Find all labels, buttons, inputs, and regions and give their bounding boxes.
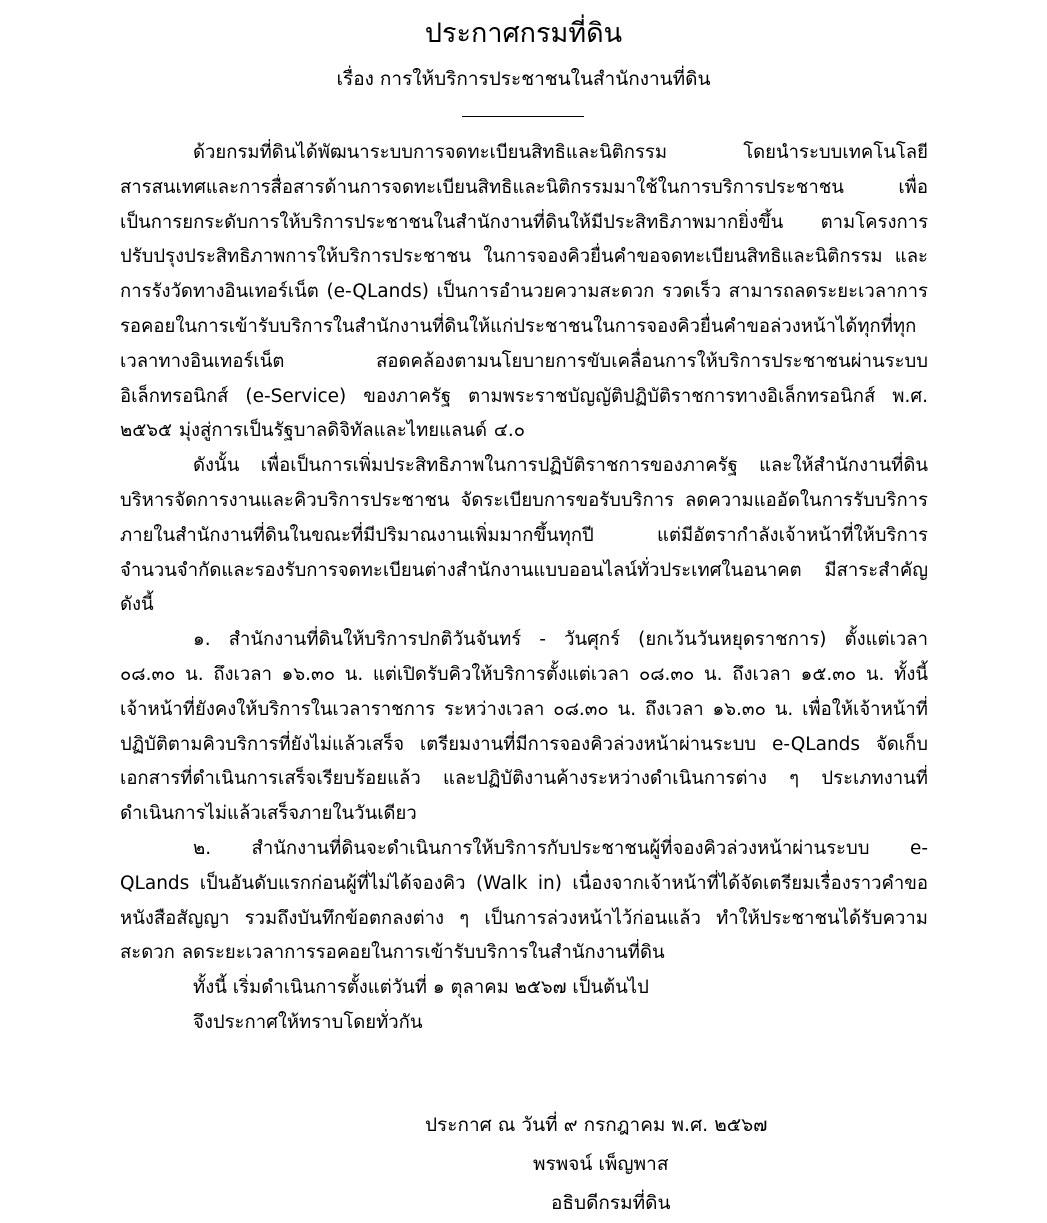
document-title: ประกาศกรมที่ดิน	[424, 18, 623, 49]
title-divider	[462, 116, 584, 117]
document-subject: เรื่อง การให้บริการประชาชนในสำนักงานที่ดิน	[336, 68, 711, 90]
paragraph-item-1: ๑. สำนักงานที่ดินให้บริการปกติวันจันทร์ - วันศุกร์ (ยกเว้นวันหยุดราชการ) ตั้งแต่เวลา ๐๘.๓๐ น. ถึงเวลา ๑๖.๓๐ น. แต่เปิดรับคิวให้บริการตั้งแต่เวลา ๐๘.๓๐ น. ถึงเวลา ๑๕.๓๐ น. ทั้งนี้ เจ้าหน้าที่ยังคงให้บริการในเวลาราชการ ระหว่างเวลา ๐๘.๓๐ น. ถึงเวลา ๑๖.๓๐ น. เพื่อให้เจ้าหน้าที่ปฏิบัติตามคิวบริการที่ยังไม่แล้วเสร็จ เตรียมงานที่มีการจองคิวล่วงหน้าผ่านระบบ e-QLands จัดเก็บเอกสารที่ดำเนินการเสร็จเรียบร้อยแล้ว และปฏิบัติงานค้างระหว่างดำเนินการต่าง ๆ ประเภทงานที่ดำเนินการไม่แล้วเสร็จภายในวันเดียว	[120, 629, 928, 825]
paragraph-purpose: ดังนั้น เพื่อเป็นการเพิ่มประสิทธิภาพในการปฏิบัติราชการของภาครัฐ และให้สำนักงานที่ดินบริหารจัดการงานและคิวบริการประชาชน จัดระเบียบการขอรับบริการ ลดความแออัดในการรับบริการภายในสำนักงานที่ดินในขณะที่มีปริมาณงานเพิ่มมากขึ้นทุกปี แต่มีอัตรากำลังเจ้าหน้าที่ให้บริการจำนวนจำกัดและรองรับการจดทะเบียนต่างสำนักงานแบบออนไลน์ทั่วประเทศในอนาคต มีสาระสำคัญ ดังนี้	[120, 455, 928, 616]
signatory-name: พรพจน์ เพ็ญพาส	[533, 1153, 669, 1175]
paragraph-background: ด้วยกรมที่ดินได้พัฒนาระบบการจดทะเบียนสิทธิและนิติกรรม โดยนำระบบเทคโนโลยีสารสนเทศและการสื่อสารด้านการจดทะเบียนสิทธิและนิติกรรมมาใช้ในการบริการประชาชน เพื่อเป็นการยกระดับการให้บริการประชาชนในสำนักงานที่ดินให้มีประสิทธิภาพมากยิ่งขึ้น ตามโครงการปรับปรุงประสิทธิภาพการให้บริการประชาชน ในการจองคิวยื่นคำขอจดทะเบียนสิทธิและนิติกรรม และการรังวัดทางอินเทอร์เน็ต (e-QLands) เป็นการอำนวยความสะดวก รวดเร็ว สามารถลดระยะเวลาการรอคอยในการเข้ารับบริการในสำนักงานที่ดินให้แก่ประชาชนในการจองคิวยื่นคำขอล่วงหน้าได้ทุกที่ทุกเวลาทางอินเทอร์เน็ต สอดคล้องตามนโยบายการขับเคลื่อนการให้บริการประชาชนผ่านระบบอิเล็กทรอนิกส์ (e-Service) ของภาครัฐ ตามพระราชบัญญัติปฏิบัติราชการทางอิเล็กทรอนิกส์ พ.ศ. ๒๕๖๕ มุ่งสู่การเป็นรัฐบาลดิจิทัลและไทยแลนด์ ๔.๐	[120, 142, 928, 442]
document-body	[120, 136, 928, 1041]
signature-block	[0, 1106, 1047, 1223]
effective-date-line: ทั้งนี้ เริ่มดำเนินการตั้งแต่วันที่ ๑ ตุลาคม ๒๕๖๗ เป็นต้นไป	[193, 977, 649, 999]
announcement-date: ประกาศ ณ วันที่ ๙ กรกฎาคม พ.ศ. ๒๕๖๗	[425, 1114, 768, 1136]
signatory-position: อธิบดีกรมที่ดิน	[551, 1192, 671, 1214]
announcement-line: จึงประกาศให้ทราบโดยทั่วกัน	[193, 1011, 423, 1033]
paragraph-item-2: ๒. สำนักงานที่ดินจะดำเนินการให้บริการกับประชาชนผู้ที่จองคิวล่วงหน้าผ่านระบบ e-QLands เป็นอันดับแรกก่อนผู้ที่ไม่ได้จองคิว (Walk in) เนื่องจากเจ้าหน้าที่ได้จัดเตรียมเรื่องราวคำขอ หนังสือสัญญา รวมถึงบันทึกข้อตกลงต่าง ๆ เป็นการล่วงหน้าไว้ก่อนแล้ว ทำให้ประชาชนได้รับความสะดวก ลดระยะเวลาการรอคอยในการเข้ารับบริการในสำนักงานที่ดิน	[120, 837, 928, 964]
